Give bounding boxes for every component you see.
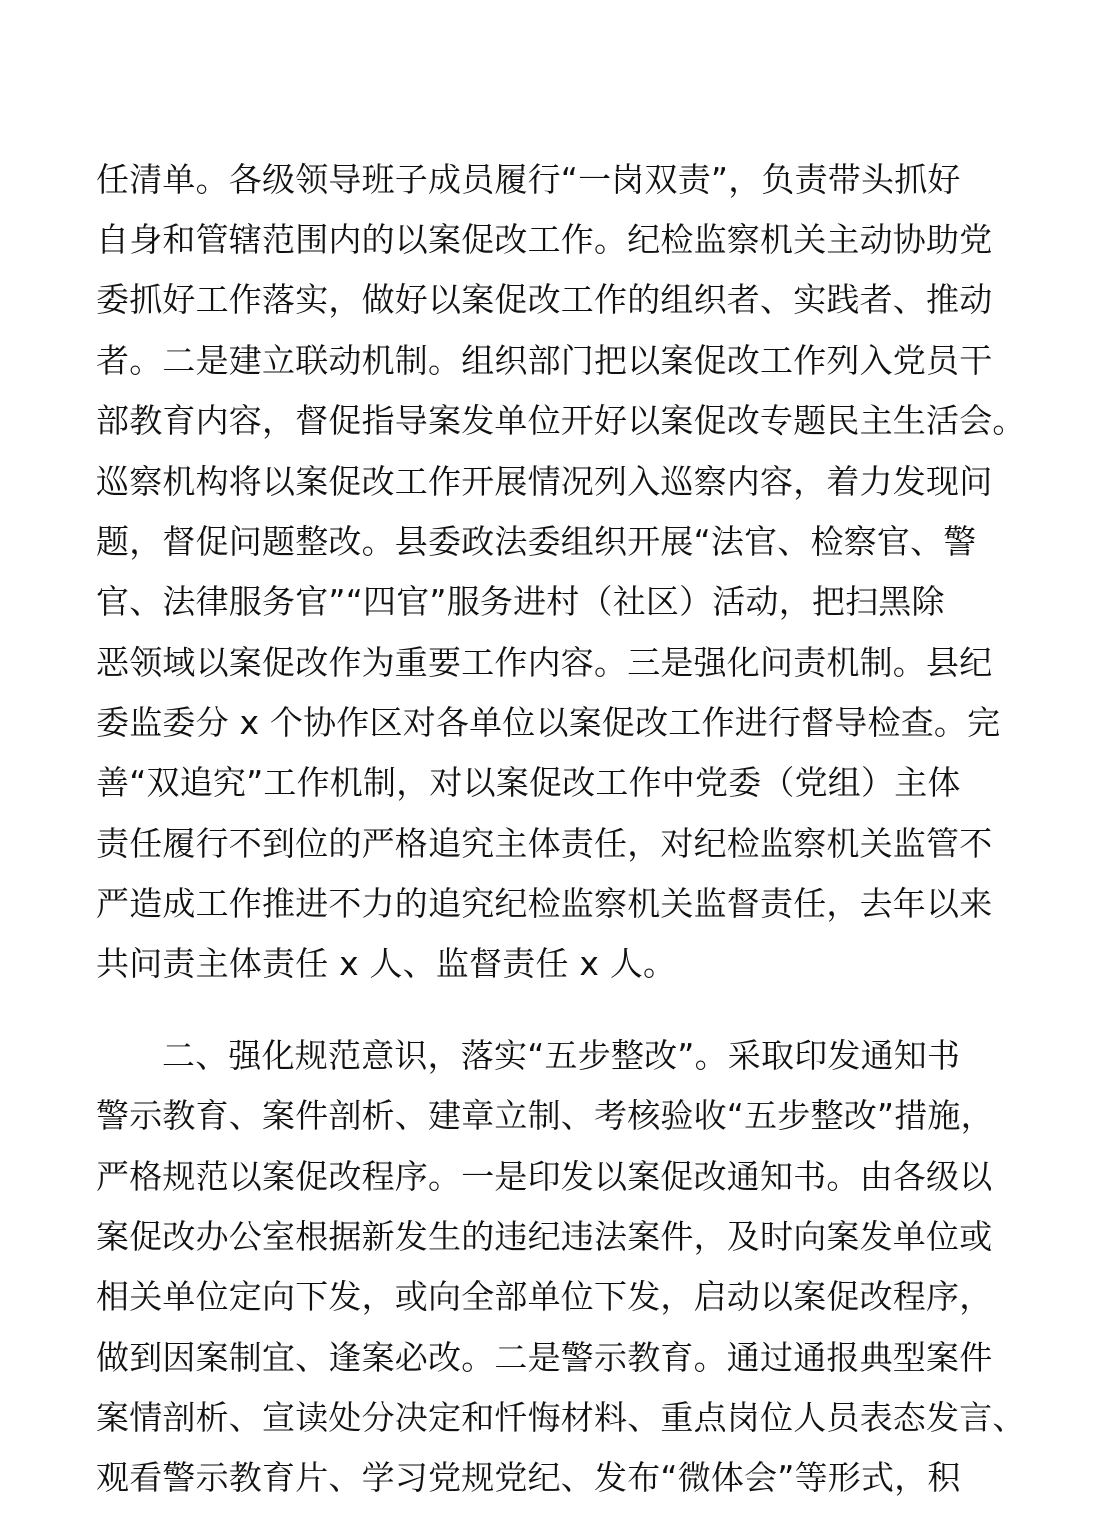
text-line: 善“双追究”工作机制，对以案促改工作中党委（党组）主体 <box>96 763 961 802</box>
section-heading-line: 二、强化规范意识，落实“五步整改”。采取印发通知书 <box>162 1036 961 1075</box>
text-line: 者。二是建立联动机制。组织部门把以案促改工作列入党员干 <box>96 341 993 380</box>
text-line: 做到因案制宜、逢案必改。二是警示教育。通过通报典型案件 <box>96 1338 993 1377</box>
text-line: 委监委分 x 个协作区对各单位以案促改工作进行督导检查。完 <box>96 703 1001 742</box>
text-line: 相关单位定向下发，或向全部单位下发，启动以案促改程序， <box>96 1277 993 1316</box>
text-line: 委抓好工作落实，做好以案促改工作的组织者、实践者、推动 <box>96 280 993 319</box>
text-line: 案情剖析、宣读处分决定和忏悔材料、重点岗位人员表态发言、 <box>96 1398 1026 1437</box>
text-line: 责任履行不到位的严格追究主体责任，对纪检监察机关监管不 <box>96 824 993 863</box>
text-line: 警示教育、案件剖析、建章立制、考核验收“五步整改”措施， <box>96 1096 994 1135</box>
text-line: 观看警示教育片、学习党规党纪、发布“微体会”等形式，积 <box>96 1458 961 1497</box>
text-line: 严格规范以案促改程序。一是印发以案促改通知书。由各级以 <box>96 1157 993 1196</box>
text-line: 恶领域以案促改作为重要工作内容。三是强化问责机制。县纪 <box>96 643 993 682</box>
text-line: 任清单。各级领导班子成员履行“一岗双责”，负责带头抓好 <box>96 160 961 199</box>
text-line: 共问责主体责任 x 人、监督责任 x 人。 <box>96 944 677 983</box>
text-line: 巡察机构将以案促改工作开展情况列入巡察内容，着力发现问 <box>96 462 993 501</box>
text-line: 题，督促问题整改。县委政法委组织开展“法官、检察官、警 <box>96 522 977 561</box>
text-line: 严造成工作推进不力的追究纪检监察机关监督责任，去年以来 <box>96 884 993 923</box>
text-line: 官、法律服务官”“四官”服务进村（社区）活动，把扫黑除 <box>96 582 945 621</box>
text-line: 部教育内容，督促指导案发单位开好以案促改专题民主生活会。 <box>96 401 1026 440</box>
text-line: 自身和管辖范围内的以案促改工作。纪检监察机关主动协助党 <box>96 220 993 259</box>
text-line: 案促改办公室根据新发生的违纪违法案件，及时向案发单位或 <box>96 1217 993 1256</box>
